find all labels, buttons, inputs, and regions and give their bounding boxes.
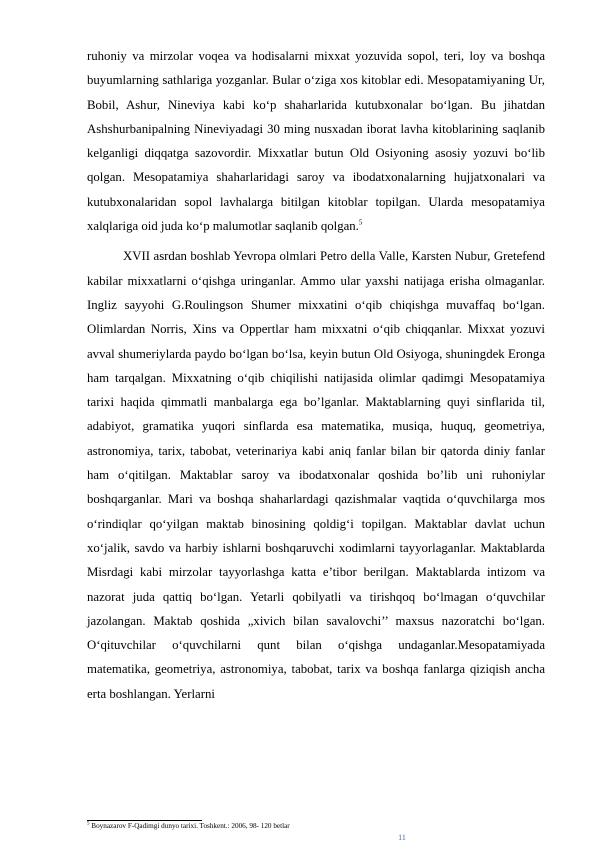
- paragraph-1: [87, 44, 545, 238]
- body-text: [87, 44, 545, 706]
- paragraph-2-text: XVII asrdan boshlab Yevropa olmlari Petro della Valle, Karsten Nubur, Gretefend kabilar mixxatlarni o‘qishga uringanlar. Ammo ular yaxshi natijaga erisha olmaganlar. Ingliz sayyohi G.Roulingson Shumer mixxatini o‘qib chiqishga muvaffaq bo‘lgan. Olimlardan Norris, Xins va Oppertlar ham mixxatni o‘qib chiqqanlar. Mixxat yozuvi avval shumeriylarda paydo bo‘lgan bo‘lsa, keyin butun Old Osiyoga, shuningdek Eronga ham tarqalgan. Mixxatning o‘qib chiqilishi natijasida olimlar qadimgi Mesopatamiya tarixi haqida qimmatli manbalarga ega bo’lganlar. Maktablarning quyi sinflarida til, adabiyot, gramatika yuqori sinflarda esa matematika, musiqa, huquq, geometriya, astronomiya, tarix, tabobat, veterinariya kabi aniq fanlar bilan bir qatorda diniy fanlar ham o‘qitilgan. Maktablar saroy va ibodatxonalar qoshida bo’lib uni ruhoniylar boshqarganlar. Mari va boshqa shaharlardagi qazishmalar vaqtida o‘quvchilarga mos o‘rindiqlar qo‘yilgan maktab binosining qoldig‘i topilgan. Maktablar davlat uchun xo‘jalik, savdo va harbiy ishlarni boshqaruvchi xodimlarni tayyorlaganlar. Maktablarda Misrdagi kabi mirzolar tayyorlashga katta e’tibor berilgan. Maktablarda intizom va nazorat juda qattiq bo‘lgan. Yetarli qobilyatli va tirishqoq bo‘lmagan o‘quvchilar jazolangan. Maktab qoshida „xivich bilan savalovchi’’ maxsus nazoratchi bo‘lgan. O‘qituvchilar o‘quvchilarni qunt bilan o‘qishga undaganlar.Mesopatamiyada matematika, geometriya, astronomiya, tabobat, tarix va boshqa fanlarga qiziqish ancha erta boshlangan. Yerlarni: [87, 249, 545, 701]
- footnote-divider: [87, 820, 202, 821]
- page-number: 11: [398, 833, 406, 842]
- paragraph-1-text: ruhoniy va mirzolar voqea va hodisalarni mixxat yozuvida sopol, teri, loy va boshqa buyumlarning sathlariga yozganlar. Bular o‘ziga xos kitoblar edi. Mesopatamiyaning Ur, Bobil, Ashur, Nineviya kabi ko‘p shaharlarida kutubxonalar bo‘lgan. Bu jihatdan Ashshurbanipalning Nineviyadagi 30 ming nusxadan iborat lavha kitoblarining saqlanib kelganligi diqqatga sazovordir. Mixxatlar butun Old Osiyoning asosiy yozuvi bo‘lib qolgan. Mesopatamiya shaharlaridagi saroy va ibodatxonalarning hujjatxonalari va kutubxonalaridan sopol lavhalarga bitilgan kitoblar topilgan. Ularda mesopatamiya xalqlariga oid juda ko‘p malumotlar saqlanib qolgan.: [87, 49, 545, 234]
- paragraph-2: [87, 244, 545, 706]
- footnote-reference: 5: [358, 218, 363, 227]
- footnote-marker: 5: [87, 821, 90, 827]
- footnote: [87, 822, 545, 831]
- footnote-text: Boynazarov F-Qadimgi dunyo tarixi. Toshkent.: 2006, 98- 120 betlar: [91, 822, 290, 830]
